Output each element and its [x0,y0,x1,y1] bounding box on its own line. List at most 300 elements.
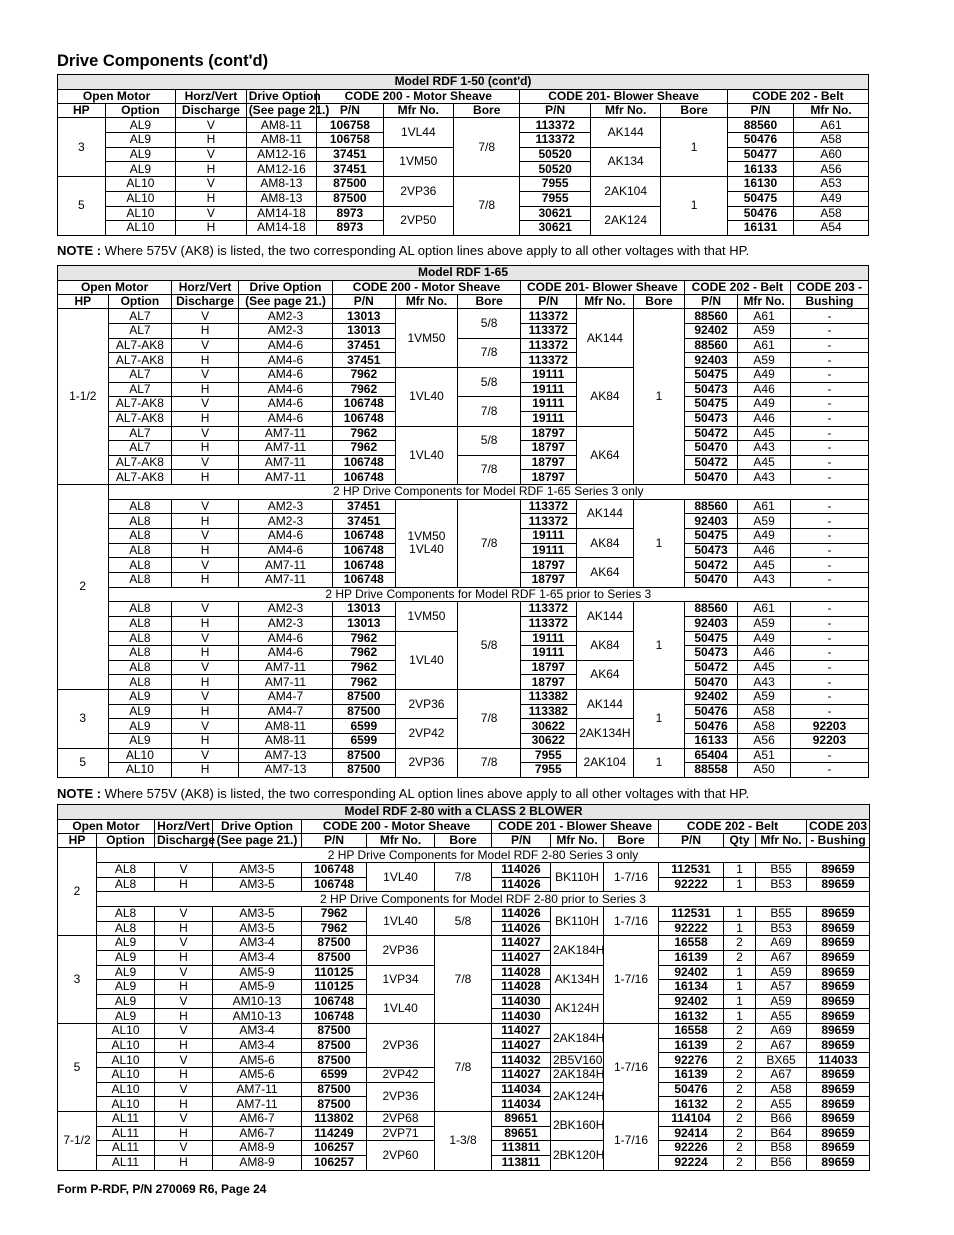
table-cell: AL7-AK8 [108,470,172,485]
table-cell: AL8 [108,543,172,558]
table-cell: AL11 [97,1126,155,1141]
table-cell: 1 [634,499,685,587]
table-cell: 6599 [302,1068,367,1083]
col-header: Mfr No. [756,834,807,848]
table-cell: 7962 [332,675,395,690]
sub-header: 2 HP Drive Components for Model RDF 2-80 prior to Series 3 [97,892,870,907]
hp-cell: 2 [58,848,97,936]
table-cell: H [176,221,247,236]
table-cell: 7/8 [458,690,521,749]
table-cell: V [172,558,239,573]
table-cell: AM3-4 [213,1038,302,1053]
table-cell: 50520 [520,162,591,177]
table-cell: 114026 [492,921,551,936]
table-cell: 89659 [807,1141,870,1156]
col-group-code-202: CODE 202 - Belt [727,90,868,104]
table-cell: 50476 [727,133,793,148]
table-cell: 89659 [807,1126,870,1141]
note-prefix: NOTE : [57,243,102,258]
table-cell: - [790,338,868,353]
table-cell: 2BK160H [551,1111,604,1140]
table-cell: 112531 [659,863,724,878]
table-cell: 106748 [302,1009,367,1024]
col-header: Mfr No. [367,834,435,848]
table-cell: A58 [756,1082,807,1097]
table-cell: 87500 [302,936,367,951]
table-cell: 50473 [684,543,738,558]
col-group-open-motor: Open Motor [58,820,155,834]
table-cell: 89659 [807,1111,870,1126]
table-caption: Model RDF 1-65 [58,266,869,281]
table-cell: 2VP36 [367,1082,435,1111]
page-title: Drive Components (cont'd) [57,52,269,70]
table-cell: 7/8 [458,397,521,426]
table-cell: AM4-6 [238,338,332,353]
table-cell: V [172,309,239,324]
col-header: Mfr No. [738,295,791,309]
table-cell: 114028 [492,980,551,995]
table-cell: V [155,1141,213,1156]
table-row [58,936,870,951]
table-cell: AL8 [108,660,172,675]
table-row [58,367,869,382]
table-cell: 92402 [659,965,724,980]
table-cell: 7962 [332,426,395,441]
table-cell: 7/8 [435,1024,492,1112]
table-cell: H [155,950,213,965]
col-header: Qty [724,834,756,848]
table-cell: A45 [738,558,791,573]
col-group-code-201: CODE 201 - Blower Sheave [492,820,659,834]
table-cell: AM3-5 [213,906,302,921]
table-cell: V [155,906,213,921]
table-cell: 1VL40 [395,367,458,426]
col-group-horz-vert: Horz/Vert [172,281,239,295]
table-cell: 7962 [332,441,395,456]
table-cell: H [172,704,239,719]
table-cell: 88560 [684,499,738,514]
table-cell: AL9 [105,133,176,148]
table-cell: AK84 [576,367,634,426]
col-group-code-200: CODE 200 - Motor Sheave [302,820,492,834]
sub-header-row [58,587,869,602]
table-cell: 106748 [332,470,395,485]
table-cell: AK144 [576,309,634,368]
table-cell: 16131 [727,221,793,236]
table-cell: 7/8 [458,748,521,777]
table-cell: AL8 [97,921,155,936]
table-cell: 87500 [317,177,383,192]
table-cell: AL10 [105,191,176,206]
table-cell: 13013 [332,616,395,631]
table-cell: 50472 [684,426,738,441]
table-cell: AM5-6 [213,1068,302,1083]
table-cell: 89659 [807,980,870,995]
table-cell: 2 [724,1082,756,1097]
table-cell: H [176,191,247,206]
table-cell: 1 [661,118,727,177]
col-header: P/N [520,104,591,118]
table-cell: AM3-5 [213,863,302,878]
table-cell: AM8-9 [213,1155,302,1170]
table-cell: AL7-AK8 [108,338,172,353]
table-cell: H [172,353,239,368]
table-cell: 106748 [302,877,367,892]
table-cell: 92276 [659,1053,724,1068]
table-cell: 2VP36 [367,936,435,965]
table-caption: Model RDF 2-80 with a CLASS 2 BLOWER [58,805,870,820]
table-cell: 13013 [332,602,395,617]
table-cell: 112531 [659,906,724,921]
table-cell: 88558 [684,763,738,778]
table-cell: 2 [724,1097,756,1112]
table-cell: 18797 [520,470,576,485]
col-group-code-202: CODE 202 - Belt [684,281,790,295]
table-cell: 2VP68 [367,1111,435,1126]
table-cell: 7/8 [454,177,520,236]
table-cell: 106758 [317,133,383,148]
table-cell: AL7 [108,382,172,397]
table-cell: - [790,543,868,558]
table-cell: 92226 [659,1141,724,1156]
table-cell: AL10 [97,1082,155,1097]
table-cell: AK84 [576,631,634,660]
table-cell: 7/8 [458,338,521,367]
table-cell: 89659 [807,863,870,878]
table-cell: 37451 [332,353,395,368]
table-cell: 50477 [727,147,793,162]
table-cell: 1 [724,965,756,980]
table-cell: - [790,367,868,382]
table-cell: V [155,1082,213,1097]
table-cell: 1VL40 [367,994,435,1023]
table-cell: AM3-5 [213,921,302,936]
table-cell: 2VP36 [395,748,458,777]
table-cell: 2VP36 [367,1024,435,1068]
table-cell: A61 [738,338,791,353]
table-cell: 113811 [492,1141,551,1156]
table-cell: 92414 [659,1126,724,1141]
table-cell: H [172,324,239,339]
rdf-1-50-table [57,74,869,236]
hp-cell: 2 [58,485,109,690]
table-cell: 106748 [332,572,395,587]
table-row [58,397,869,412]
table-cell: - [790,690,868,705]
table-cell: AL10 [105,177,176,192]
col-header: P/N [302,834,367,848]
table-cell: 7962 [302,921,367,936]
table-cell: 88560 [727,118,793,133]
col-group-horz-vert: Horz/Vert [176,90,247,104]
table-cell: 50472 [684,660,738,675]
table-cell: AL9 [105,162,176,177]
table-cell: A67 [756,950,807,965]
table-cell: 16132 [659,1009,724,1024]
table-cell: 16133 [727,162,793,177]
table-cell: A59 [738,690,791,705]
table-cell: A59 [756,994,807,1009]
table-cell: 16130 [727,177,793,192]
col-group-code-201: CODE 201- Blower Sheave [520,90,727,104]
table-cell: 50472 [684,558,738,573]
table-cell: 114030 [492,994,551,1009]
table-cell: AL8 [108,572,172,587]
table-cell: AM3-4 [213,936,302,951]
col-header: Mfr No. [576,295,634,309]
table-cell: A61 [738,309,791,324]
table-cell: AL8 [97,877,155,892]
col-group-drive-option: Drive Option [213,820,302,834]
col-header: (See page 21.) [246,104,317,118]
table-cell: 89659 [807,1155,870,1170]
table-cell: 114027 [492,1068,551,1083]
table-cell: 113372 [520,353,576,368]
table-cell: V [172,748,239,763]
table-cell: 92203 [790,719,868,734]
table-cell: - [790,411,868,426]
table-cell: 89659 [807,1082,870,1097]
table-cell: - [790,455,868,470]
table-cell: 2 [724,1126,756,1141]
table-cell: AM4-7 [238,690,332,705]
table-cell: A56 [738,733,791,748]
table-cell: 18797 [520,572,576,587]
table-cell: AL7 [108,426,172,441]
table-cell: 50475 [727,191,793,206]
table-cell: AM7-11 [238,675,332,690]
table-cell: 114028 [492,965,551,980]
table-cell: 87500 [302,1053,367,1068]
table-cell: V [176,177,247,192]
table-cell: - [790,646,868,661]
table-cell: B58 [756,1141,807,1156]
table-cell: A58 [738,704,791,719]
table-cell: 89651 [492,1126,551,1141]
table-cell: 50470 [684,470,738,485]
table-cell: 1 [634,748,685,777]
col-group-drive-option: Drive Option [238,281,332,295]
table-cell: 7/8 [454,118,520,177]
table-cell: AL11 [97,1111,155,1126]
table-cell: - [790,616,868,631]
table-cell: B66 [756,1111,807,1126]
table-cell: 6599 [332,719,395,734]
table-cell: 7962 [332,631,395,646]
table-cell: 1VL40 [367,863,435,892]
table-cell: V [172,602,239,617]
table-cell: A69 [756,936,807,951]
table-cell: - [790,426,868,441]
table-row [58,863,870,878]
sub-header-row [58,848,870,863]
table-cell: V [155,994,213,1009]
table-cell: AM7-11 [238,455,332,470]
table-cell: AK134H [551,965,604,994]
table-cell: AL10 [108,763,172,778]
table-cell: AM6-7 [213,1111,302,1126]
table-cell: 87500 [302,1082,367,1097]
table-cell: 2VP71 [367,1126,435,1141]
table-cell: AL9 [97,965,155,980]
table-cell: AL9 [97,1009,155,1024]
table-cell: 1 [724,921,756,936]
table-cell: 7962 [332,367,395,382]
hp-cell: 3 [58,118,106,177]
table-cell: 113372 [520,309,576,324]
col-header: P/N [317,104,383,118]
table-cell: 37451 [332,499,395,514]
table-cell: A61 [738,602,791,617]
table-cell: A58 [794,206,869,221]
table-cell: AM4-6 [238,397,332,412]
table-cell: 16139 [659,1038,724,1053]
col-header: P/N [659,834,724,848]
table-cell: BK110H [551,863,604,892]
table-cell: - [790,675,868,690]
table-cell: V [172,455,239,470]
col-group-code-200: CODE 200 - Motor Sheave [317,90,520,104]
table-cell: AL10 [105,221,176,236]
table-cell: - [790,558,868,573]
table-cell: AL8 [108,675,172,690]
table-cell: 16134 [659,980,724,995]
table-cell: 7/8 [435,863,492,892]
table-cell: 113372 [520,118,591,133]
table-cell: AM10-13 [213,1009,302,1024]
table-cell: 16132 [659,1097,724,1112]
table-cell: A58 [738,719,791,734]
table-cell: 113382 [520,704,576,719]
table-cell: 1VL40 [395,631,458,690]
table-cell: AL8 [108,514,172,529]
table-cell: AM4-6 [238,646,332,661]
table-cell: AL7 [108,367,172,382]
col-header: Bore [458,295,521,309]
table-cell: 2 [724,1155,756,1170]
table-cell: A67 [756,1068,807,1083]
col-header: P/N [727,104,793,118]
table-cell: 2 [724,950,756,965]
table-cell: 1VM50 [383,147,454,176]
table-cell: 50475 [684,367,738,382]
table-cell: 1 [634,602,685,690]
col-header: Mfr No. [551,834,604,848]
col-header: Discharge [176,104,247,118]
table-cell: 2VP36 [395,690,458,719]
table-row [58,118,869,133]
table-cell: 2VP42 [367,1068,435,1083]
table-cell: A54 [794,221,869,236]
table-cell: - [790,631,868,646]
table-cell: B55 [756,863,807,878]
table-cell: AK64 [576,426,634,485]
table-cell: AL7 [108,441,172,456]
table-cell: 110125 [302,965,367,980]
table-cell: 114026 [492,877,551,892]
table-cell: 114026 [492,906,551,921]
table-cell: A50 [738,763,791,778]
table-cell: AL9 [97,980,155,995]
table-cell: 5/8 [458,426,521,455]
table-cell: 87500 [332,704,395,719]
col-header: Mfr No. [395,295,458,309]
table-body [58,118,869,236]
table-cell: 18797 [520,558,576,573]
table-cell: 87500 [302,1038,367,1053]
table-cell: A59 [738,353,791,368]
sub-header: 2 HP Drive Components for Model RDF 1-65 prior to Series 3 [108,587,868,602]
table-cell: A49 [794,191,869,206]
table-cell: 2AK184H [551,1068,604,1083]
table-cell: AL10 [97,1024,155,1039]
table-cell: 7962 [332,646,395,661]
table-cell: AM2-3 [238,499,332,514]
table-cell: V [155,965,213,980]
table-caption: Model RDF 1-50 (cont'd) [58,75,869,90]
table-cell: H [172,470,239,485]
hp-cell: 3 [58,690,109,749]
table-cell: 114027 [492,1038,551,1053]
table-cell: 50472 [684,455,738,470]
table-cell: 65404 [684,748,738,763]
table-cell: 50476 [659,1082,724,1097]
table-cell: 6599 [332,733,395,748]
table-cell: - [790,514,868,529]
table-cell: - [790,309,868,324]
table-cell: 106748 [332,411,395,426]
table-cell: H [176,162,247,177]
table-cell: 50470 [684,675,738,690]
col-header: P/N [520,295,576,309]
table-cell: 106257 [302,1155,367,1170]
table-cell: AK144 [576,690,634,719]
hp-cell: 3 [58,936,97,1024]
hp-cell: 5 [58,748,109,777]
table-cell: 2 [724,1068,756,1083]
table-cell: 7955 [520,763,576,778]
table-cell: A46 [738,382,791,397]
table-cell: 50475 [684,631,738,646]
table-cell: AM7-13 [238,748,332,763]
hp-cell: 5 [58,1024,97,1112]
table-cell: AM2-3 [238,602,332,617]
table-cell: A46 [738,646,791,661]
table-cell: 2VP60 [367,1141,435,1170]
table-row [58,455,869,470]
table-cell: 18797 [520,660,576,675]
table-cell: 7/8 [458,499,521,587]
table-cell: 89651 [492,1111,551,1126]
table-cell: 2BK120H [551,1141,604,1170]
table-cell: B55 [756,906,807,921]
col-header: Bore [661,104,727,118]
table-cell: AL9 [105,147,176,162]
table-cell: A59 [756,965,807,980]
table-cell: 16139 [659,950,724,965]
table-cell: AM3-4 [213,1024,302,1039]
table-cell: 2 [724,1053,756,1068]
table-cell: A46 [738,543,791,558]
table-cell: 88560 [684,338,738,353]
table-cell: 87500 [332,748,395,763]
table-cell: 113372 [520,338,576,353]
table-cell: H [172,411,239,426]
table-cell: 92402 [659,994,724,1009]
table-cell: 50475 [684,397,738,412]
table-cell: 114027 [492,950,551,965]
table-cell: 113372 [520,514,576,529]
